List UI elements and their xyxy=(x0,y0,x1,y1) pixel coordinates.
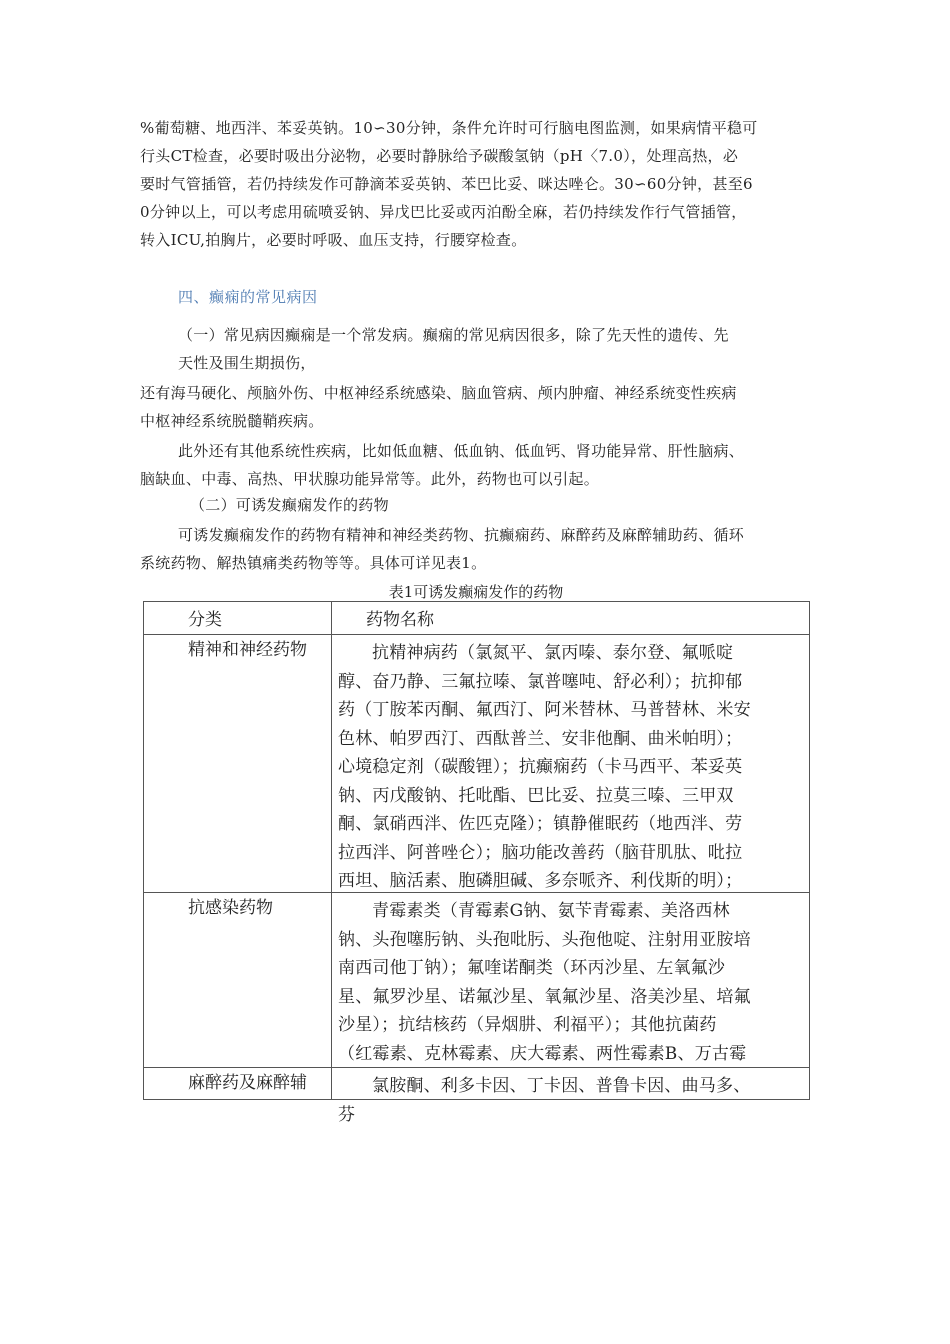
row-drugs xyxy=(332,893,809,1066)
drug-line: 心境稳定剂（碳酸锂）；抗癫痫药（卡马西平、苯妥英 xyxy=(338,757,743,777)
table-caption: 表1可诱发癫痫发作的药物 xyxy=(388,583,564,601)
row-drugs xyxy=(332,635,809,891)
text-line: 此外还有其他系统性疾病，比如低血糖、低血钠、低血钙、肾功能异常、肝性脑病、 xyxy=(178,442,745,460)
subsection-heading xyxy=(178,491,850,519)
drug-line: 青霉素类（青霉素G钠、氨苄青霉素、美洛西林 xyxy=(372,901,730,921)
drug-line: 南西司他丁钠）；氟喹诺酮类（环丙沙星、左氧氟沙 xyxy=(338,958,726,978)
drug-line: 沙星）；抗结核药（异烟肼、利福平）；其他抗菌药 xyxy=(338,1015,717,1035)
paragraph-drug-intro xyxy=(140,521,812,577)
text-line: 行头CT检查，必要时吸出分泌物，必要时静脉给予碳酸氢钠（pH〈7.0），处理高热，必 xyxy=(140,147,739,165)
header-category xyxy=(144,602,332,635)
drug-line: 拉西泮、阿普唑仑）；脑功能改善药（脑苷肌肽、吡拉 xyxy=(338,842,743,863)
row-drugs xyxy=(332,1068,809,1125)
text-line: 可诱发癫痫发作的药物有精神和神经类药物、抗癫痫药、麻醉药及麻醉辅助药、循环 xyxy=(178,526,745,544)
section-heading: 四、癫痫的常见病因 xyxy=(178,288,318,306)
row-category: 麻醉药及麻醉辅 xyxy=(188,1073,307,1093)
drug-line: 酮、氯硝西泮、佐匹克隆）；镇静催眠药（地西泮、劳 xyxy=(338,814,743,834)
subsection-heading-text: （二）可诱发癫痫发作的药物 xyxy=(190,496,389,514)
text-line: 中枢神经系统脱髓鞘疾病。 xyxy=(140,412,324,430)
table-row xyxy=(144,635,810,893)
paragraph-other-causes xyxy=(140,437,812,493)
row-drugs-cell xyxy=(332,635,810,893)
drug-line: 氯胺酮、利多卡因、丁卡因、普鲁卡因、曲马多、 xyxy=(372,1076,751,1096)
header-category-text: 分类 xyxy=(188,610,222,630)
drug-line: 抗精神病药（氯氮平、氯丙嗪、泰尔登、氟哌啶 xyxy=(372,643,734,663)
table-header-row xyxy=(144,602,810,635)
table-row xyxy=(144,1068,810,1100)
row-drugs-cell xyxy=(332,893,810,1068)
drug-line: 醇、奋乃静、三氟拉嗪、氯普噻吨、舒必利）；抗抑郁 xyxy=(338,671,743,692)
row-category-cell xyxy=(144,635,332,893)
text-line: 还有海马硬化、颅脑外伤、中枢神经系统感染、脑血管病、颅内肿瘤、神经系统变性疾病 xyxy=(140,384,737,402)
text-line: %葡萄糖、地西泮、苯妥英钠。10∽30分钟，条件允许时可行脑电图监测，如果病情平稳可 xyxy=(140,119,758,137)
header-drugs-text: 药物名称 xyxy=(366,610,434,630)
drug-line: 芬 xyxy=(338,1104,356,1125)
text-line: 系统药物、解热镇痛类药物等等。具体可详见表1。 xyxy=(140,554,487,572)
row-category-cell xyxy=(144,1068,332,1100)
drug-line: 西坦、脑活素、胞磷胆碱、多奈哌齐、利伐斯的明）； xyxy=(338,871,743,891)
text-line: 0分钟以上，可以考虑用硫喷妥钠、异戊巴比妥或丙泊酚全麻，若仍持续发作行气管插管， xyxy=(140,203,747,221)
text-line: 转入ICU,拍胸片，必要时呼吸、血压支持，行腰穿检查。 xyxy=(140,231,527,249)
row-category-cell xyxy=(144,893,332,1068)
drug-line: （红霉素、克林霉素、庆大霉素、两性霉素B、万古霉 xyxy=(338,1043,747,1064)
drug-line: 药（丁胺苯丙酮、氟西汀、阿米替林、马普替林、米安 xyxy=(338,700,751,720)
row-category: 抗感染药物 xyxy=(188,898,273,918)
drug-line: 钠、头孢噻肟钠、头孢吡肟、头孢他啶、注射用亚胺培 xyxy=(338,929,751,950)
row-category: 精神和神经药物 xyxy=(188,640,307,660)
paragraph-common-causes xyxy=(140,321,812,435)
text-line: 脑缺血、中毒、高热、甲状腺功能异常等。此外，药物也可以引起。 xyxy=(140,470,600,488)
row-drugs-cell xyxy=(332,1068,810,1125)
text-line: （一）常见病因癫痫是一个常发病。癫痫的常见病因很多，除了先天性的遗传、先 xyxy=(178,326,729,344)
text-line: 要时气管插管，若仍持续发作可静滴苯妥英钠、苯巴比妥、咪达唑仑。30∽60分钟，甚至6 xyxy=(140,175,753,193)
paragraph-status-epilepticus-management xyxy=(140,114,812,254)
header-drugs xyxy=(332,602,810,635)
text-line: 天性及围生期损伤， xyxy=(178,354,316,372)
table-row xyxy=(144,893,810,1068)
drug-line: 钠、丙戊酸钠、托吡酯、巴比妥、拉莫三嗪、三甲双 xyxy=(338,785,734,806)
drug-line: 色林、帕罗西汀、西酞普兰、安非他酮、曲米帕明）； xyxy=(338,728,743,749)
drug-table xyxy=(143,601,810,1125)
drug-line: 星、氟罗沙星、诺氟沙星、氧氟沙星、洛美沙星、培氟 xyxy=(338,986,751,1007)
